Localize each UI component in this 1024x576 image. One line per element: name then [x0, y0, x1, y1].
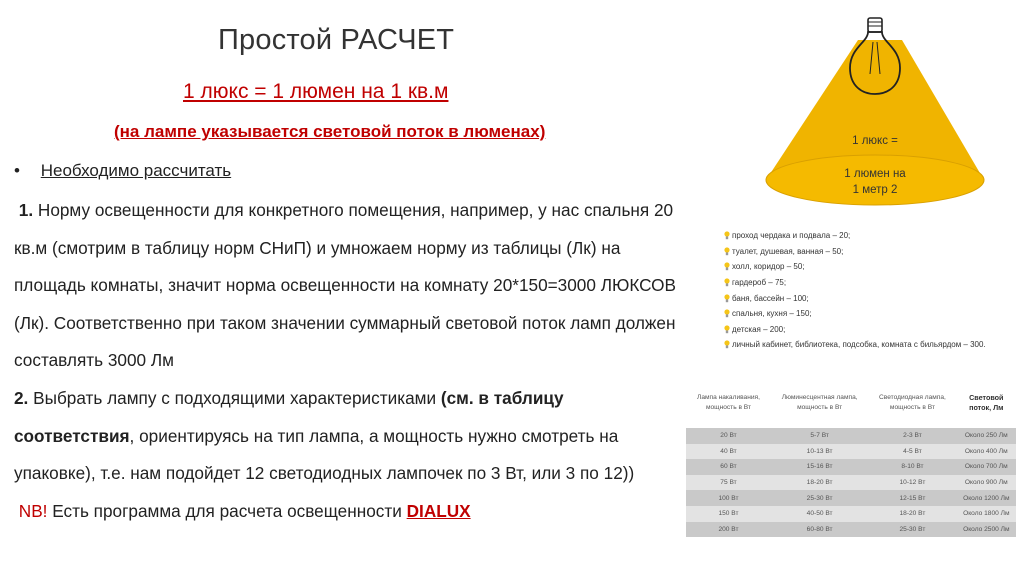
table-cell: Около 700 Лм — [957, 459, 1016, 475]
step-2-number: 2. — [14, 387, 29, 408]
table-cell: 5-7 Вт — [771, 428, 868, 444]
table-row — [686, 428, 1016, 444]
lamp-label-line2: 1 люмен на — [844, 168, 906, 180]
lumen-note: (на лампе указывается световой поток в люменах) — [114, 122, 546, 141]
formula-subtitle: 1 люкс = 1 люмен на 1 кв.м — [183, 80, 449, 103]
table-cell: 12-15 Вт — [868, 490, 956, 506]
table-cell: 15-16 Вт — [771, 459, 868, 475]
step-1-number: 1. — [18, 200, 34, 220]
table-cell: 18-20 Вт — [868, 506, 956, 522]
table-header-cell: Люминесцентная лампа, мощность в Вт — [771, 378, 868, 428]
table-cell: 10-12 Вт — [868, 475, 956, 491]
norm-text: спальня, кухня – 150; — [732, 309, 812, 319]
table-cell: Около 250 Лм — [957, 428, 1016, 444]
norm-item — [722, 228, 1022, 244]
table-cell: Около 900 Лм — [957, 475, 1016, 491]
table-cell: 4-5 Вт — [868, 444, 956, 460]
table-cell: 20 Вт — [686, 428, 771, 444]
step-1 — [14, 192, 678, 380]
table-cell: Около 400 Лм — [957, 444, 1016, 460]
norm-item — [722, 306, 1022, 322]
table-cell: 40-50 Вт — [771, 506, 868, 522]
bullet-item — [14, 161, 231, 181]
step-2-text-a: Выбрать лампу с подходящими характеристиками — [33, 387, 437, 408]
slide-title: Простой РАСЧЕТ — [218, 24, 455, 56]
norm-text: личный кабинет, библиотека, подсобка, комната с бильярдом – 300. — [732, 340, 986, 350]
table-header-row — [686, 378, 1016, 428]
table-cell: 8-10 Вт — [868, 459, 956, 475]
table-cell: 25-30 Вт — [771, 490, 868, 506]
table-header-cell: Светодиодная лампа, мощность в Вт — [868, 378, 956, 428]
table-row — [686, 506, 1016, 522]
norm-item — [722, 290, 1022, 306]
table-cell: 60 Вт — [686, 459, 771, 475]
step-2-table-ref: (см. в таблицу соответствия — [14, 387, 564, 446]
step-2 — [14, 380, 678, 493]
table-row — [686, 444, 1016, 460]
table-cell: 75 Вт — [686, 475, 771, 491]
table-row — [686, 475, 1016, 491]
step-2-text-c: , ориентируясь на тип лампа, а мощность нужно смотреть на упаковке), т.е. нам подойдет 12 светодиодных лампочек по 3 Вт, или 3 по 12)) — [14, 425, 635, 484]
table-cell: Около 1200 Лм — [957, 490, 1016, 506]
norm-text: проход чердака и подвала – 20; — [732, 231, 851, 241]
table-row — [686, 522, 1016, 538]
norm-text: туалет, душевая, ванная – 50; — [732, 246, 844, 256]
norm-item — [722, 337, 1022, 353]
nb-label: NB! — [18, 500, 48, 521]
norm-text: детская – 200; — [732, 324, 786, 334]
table-row — [686, 490, 1016, 506]
small-bulb-icon — [722, 247, 732, 256]
nb-text: Есть программа для расчета освещенности — [52, 500, 402, 521]
table-row — [686, 459, 1016, 475]
table-cell: 10-13 Вт — [771, 444, 868, 460]
lamp-equivalence-table — [686, 378, 1016, 537]
norm-item — [722, 322, 1022, 338]
bullet-text: Необходимо рассчитать — [40, 161, 232, 180]
table-header-cell: Лампа накаливания, мощность в Вт — [686, 378, 771, 428]
table-cell: 18-20 Вт — [771, 475, 868, 491]
small-bulb-icon — [722, 294, 732, 303]
table-cell: 40 Вт — [686, 444, 771, 460]
norm-item — [722, 275, 1022, 291]
table-cell: Около 2500 Лм — [957, 522, 1016, 538]
lamp-label-line3: 1 метр 2 — [852, 184, 898, 196]
norm-text: баня, бассейн – 100; — [732, 293, 809, 303]
table-cell: 200 Вт — [686, 522, 771, 538]
norm-item — [722, 244, 1022, 260]
norm-text: холл, коридор – 50; — [732, 262, 805, 272]
instructions-body — [14, 192, 678, 530]
norm-item — [722, 259, 1022, 275]
light-ellipse — [766, 155, 984, 205]
table-cell: Около 1800 Лм — [957, 506, 1016, 522]
small-bulb-icon — [722, 309, 732, 318]
table-cell: 25-30 Вт — [868, 522, 956, 538]
step-1-text: Норму освещенности для конкретного помещения, например, у нас спальня 20 кв.м (смотрим в таблицу норм СНиП) и умножаем норму из таблицы (Лк) на площадь комнаты, значит норма освещенности на комнату 20*150=3000 ЛЮКСОВ (Лк). Соответственно при таком значении суммарный световой поток ламп должен составлять 3000 Лм — [14, 200, 677, 371]
small-bulb-icon — [722, 278, 732, 287]
lamp-label-line1: 1 люкс = — [852, 135, 898, 147]
bullet-dot-icon: • — [14, 161, 20, 180]
lamp-light-cone-diagram — [760, 12, 1000, 207]
small-bulb-icon — [722, 325, 732, 334]
table-header-cell: Световой поток, Лм — [957, 378, 1016, 428]
table-cell: 150 Вт — [686, 506, 771, 522]
norm-text: гардероб – 75; — [732, 278, 787, 288]
table-cell: 60-80 Вт — [771, 522, 868, 538]
illumination-norms-list — [722, 228, 1022, 353]
small-bulb-icon — [722, 231, 732, 240]
table-cell: 100 Вт — [686, 490, 771, 506]
dialux-link[interactable]: DIALUX — [406, 500, 471, 521]
table-cell: 2-3 Вт — [868, 428, 956, 444]
small-bulb-icon — [722, 262, 732, 271]
small-bulb-icon — [722, 340, 732, 349]
nb-line — [14, 493, 678, 531]
